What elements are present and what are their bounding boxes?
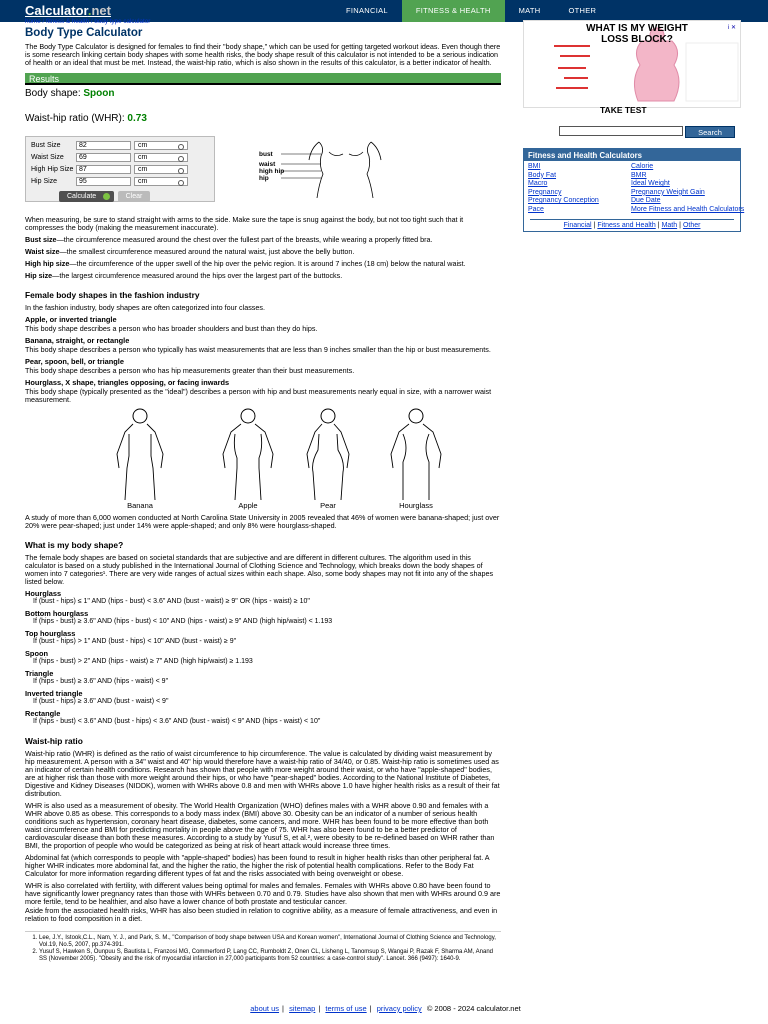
separator: | <box>318 1004 321 1013</box>
advertisement[interactable] <box>523 20 741 115</box>
link-pregnancy-conception[interactable]: Pregnancy Conception <box>528 197 599 205</box>
breadcrumb-home[interactable]: home <box>25 18 41 25</box>
whr-paragraph-3: Abdominal fat (which corresponds to people with "apple-shaped" bodies) has been found to result in higher health risks than other peripheral fat. A higher WHR indicates more abdominal fat, and the higher the ratio, the higher the risk of potential health complications. Refer to the Body Fat Calculator for more information regarding different types of fat and the risks associated with being overweight or obese. <box>25 853 490 878</box>
fig-hip-label: hip <box>259 175 269 182</box>
bust-input[interactable] <box>76 141 131 150</box>
logo-dot: . <box>87 3 92 18</box>
link-macro[interactable]: Macro <box>528 180 548 188</box>
waist-label: Waist Size <box>31 153 64 161</box>
rule-name: Bottom hourglass <box>25 609 89 618</box>
hourglass-heading: Hourglass, X shape, triangles opposing, or facing inwards <box>25 378 230 387</box>
site-logo[interactable] <box>25 3 111 18</box>
sidebar <box>523 20 745 232</box>
separator: | <box>593 221 596 229</box>
banana-figure <box>103 406 177 510</box>
whr-paragraph-1: Waist-hip ratio (WHR) is defined as the ratio of waist circumference to hip circumference. The value is calculated by dividing waist measurement by hip measurement. A person with a 34" waist and 40" hip would therefore have a waist-hip ratio of 34/40, or 0.85. Waist-hip ratio is sometimes used as an indicator of certain health conditions. Research has shown that people with more weight around their waist, or who have "apple-shaped" bodies, are at higher risk than those with more weight around their hips, or who have "pear-shaped" bodies. According to the National Institute of Diabetes, Digestive and Kidney Diseases (NIDDK), women with WHRs above 0.8 and men with WHRs above 1.0 have higher health risks as a result of their fat distribution. <box>25 749 500 798</box>
whr-paragraph-2: WHR is also used as a measurement of obesity. The World Health Organization (WHO) defines males with a WHR above 0.90 and females with a WHR above 0.85 as obese. This corresponds to a body mass index (BMI) above 30. Obesity can be an indicator of a number of serious health conditions such as hypertension, coronary heart disease, diabetes, some cancers, and more. WHR has been found to be more effective than both waist circumference and BMI for predicting mortality in people above the age of 75. WHR has also been found to be a better predictor of cardiovascular disease than both these measures. According to a study by Yusuf S, et al.², were obesity to be re-defined based on WHR rather than BMI, the proportion of people who would be categorized as being at risk of heart attack would increase three times. <box>25 801 495 850</box>
rule-name: Top hourglass <box>25 629 76 638</box>
bust-definition <box>25 236 501 244</box>
rule-formula: If (bust - hips) ≤ 1" AND (hips - bust) < 3.6" AND (bust - waist) ≥ 9" OR (hips - waist) ≥ 10" <box>33 598 310 605</box>
pear-text: This body shape describes a person who has hip measurements greater than their bust measurements. <box>25 366 355 375</box>
fashion-intro: In the fashion industry, body shapes are often categorized into four classes. <box>25 303 265 312</box>
banana-text: This body shape describes a person who typically has waist measurements that are less than 9 inches smaller than the hip or bust measurements. <box>25 345 491 354</box>
rule-name: Rectangle <box>25 709 61 718</box>
breadcrumb-sep: / <box>89 18 95 25</box>
fitness-health-calculators-box <box>523 148 745 232</box>
ad-title: WHAT IS MY WEIGHT LOSS BLOCK? <box>586 23 688 45</box>
hip-definition <box>25 272 501 280</box>
nav-math[interactable]: MATH <box>518 6 541 15</box>
result-body-shape <box>25 88 501 99</box>
fig-bust-label: bust <box>259 151 273 158</box>
apple-figure <box>211 406 285 510</box>
link-fitness-health[interactable]: Fitness and Health <box>597 221 656 229</box>
waist-input[interactable] <box>76 153 131 162</box>
hip-input[interactable] <box>76 177 131 186</box>
pear-heading: Pear, spoon, bell, or triangle <box>25 357 124 366</box>
hourglass-caption: Hourglass <box>399 501 433 510</box>
high-hip-input[interactable] <box>76 165 131 174</box>
hourglass-text: This body shape (typically presented as the "ideal") describes a person with hip and bust measurements nearly equal in size, with a narrower waist measurement. <box>25 387 492 404</box>
rule-name: Hourglass <box>25 589 62 598</box>
rule-name: Spoon <box>25 649 48 658</box>
banana-caption: Banana <box>127 501 153 510</box>
footer <box>0 1004 768 1013</box>
calculate-label: Calculate <box>67 193 97 200</box>
search-area <box>523 126 745 138</box>
results-header: Results <box>25 73 501 85</box>
rule-name: Inverted triangle <box>25 689 83 698</box>
ad-close-icon[interactable]: i ✕ <box>727 25 736 31</box>
rule-formula: If (hips - bust) ≥ 3.6" AND (hips - waist) < 9" <box>33 678 169 685</box>
link-ideal-weight[interactable]: Ideal Weight <box>631 180 670 188</box>
calculator-form <box>25 136 215 202</box>
link-pace[interactable]: Pace <box>528 205 544 213</box>
high-hip-row <box>31 164 188 174</box>
category-links <box>530 219 734 229</box>
banana-heading: Banana, straight, or rectangle <box>25 336 130 345</box>
high-hip-term: High hip size <box>25 259 70 268</box>
body-shapes-illustration <box>25 406 501 510</box>
waist-definition <box>25 248 501 256</box>
page-title: Body Type Calculator <box>25 27 143 39</box>
reference-item: 2. Yusuf S, Hawken S, Ounpuu S, Bautista L, Franzosi MG, Commerford P, Lang CC, Rumboldt Z, Onen CL, Lisheng L, Tanomsup S, Wangai P, Razak F, Sharma AM, Anand SS (November 2005). "Obesity and the risk of myocardial infarction in 27,000 participants from 52 countries: a case-control study". Lancet. 366 (9497): 1640-9. <box>39 949 501 963</box>
clear-button[interactable]: Clear <box>118 191 150 202</box>
apple-silhouette-icon <box>211 406 285 500</box>
hourglass-silhouette-icon <box>379 406 453 500</box>
waist-def: —the smallest circumference measured around the natural waist, just above the belly button. <box>59 247 355 256</box>
whr-value: 0.73 <box>127 113 147 124</box>
rule-name: Triangle <box>25 669 54 678</box>
mybody-heading: What is my body shape? <box>25 540 124 550</box>
apple-heading: Apple, or inverted triangle <box>25 315 117 324</box>
bust-term: Bust size <box>25 235 57 244</box>
bust-label: Bust Size <box>31 141 61 149</box>
hip-row <box>31 176 188 186</box>
mybody-intro: The female body shapes are based on societal standards that are subjective and are different in different cultures. The algorithm used in this calculator is based on a study published in the International Journal of Clothing Science and Technology, which breaks down the body shapes of women into 7 categories¹. There are very wide ranges of actual sizes within each shape. Also, some body shapes may not fit into any of the shapes listed below. <box>25 553 494 586</box>
bust-def: —the circumference measured around the chest over the fullest part of the breasts, while wearing a properly fitted bra. <box>56 235 433 244</box>
whr-paragraph-5: Aside from the associated health risks, WHR has also been studied in relation to cognitive ability, as a measure of female attractiveness, and even in relation to food composition in a diet. <box>25 906 498 923</box>
link-due-date[interactable]: Due Date <box>631 197 661 205</box>
body-shape-value: Spoon <box>83 88 115 99</box>
footer-terms[interactable]: terms of use <box>325 1004 367 1013</box>
reference-item: 1. Lee, J.Y., Istook,C.L., Nam, Y. J., and Park, S. M., "Comparison of body shape between USA and Korean women", International Journal of Clothing Science and Technology, Vol.19, No.5, 2007, pp.374-391. <box>39 935 501 949</box>
breadcrumb-sep: / <box>40 18 47 25</box>
fh-box-title: Fitness and Health Calculators <box>524 149 740 161</box>
calculate-button[interactable] <box>59 191 114 202</box>
nav-fitness-health[interactable]: FITNESS & HEALTH <box>402 0 505 22</box>
fig-high-hip-label: high hip <box>259 168 285 175</box>
link-calorie[interactable]: Calorie <box>631 163 654 170</box>
intro-text: The Body Type Calculator is designed for females to find their "body shape," which can be used for getting targeted workout ideas. Even though there is some research linking certain body shapes with some health risks, the body shape result of this calculator is not intended to be a serious indication of health or an ideal that must be met. Instead, the waist-hip ratio, which is also shown in the results of this calculator, is a better indicator of health. <box>25 42 501 67</box>
pear-caption: Pear <box>320 501 336 510</box>
torso-illustration <box>259 138 399 204</box>
logo-net: net <box>91 3 111 18</box>
apple-text: This body shape describes a person who has broader shoulders and bust than they do hips. <box>25 324 318 333</box>
play-icon <box>103 193 110 200</box>
bust-unit-select[interactable]: cm <box>134 141 188 150</box>
link-math[interactable]: Math <box>661 221 678 229</box>
references-list <box>25 931 501 963</box>
nav-financial[interactable]: FINANCIAL <box>346 6 388 15</box>
high-hip-def: —the circumference of the upper swell of the hip over the pelvic region. It is around 7 inches (18 cm) below the natural waist. <box>69 259 466 268</box>
main-content <box>25 18 501 962</box>
high-hip-unit-select[interactable]: cm <box>134 165 188 174</box>
breadcrumb <box>25 18 501 25</box>
logo-text: Calculator <box>25 3 88 18</box>
rule-formula: If (hips - bust) > 2" AND (hips - waist) ≥ 7" AND (high hip/waist) ≥ 1.193 <box>33 658 253 665</box>
link-financial[interactable]: Financial <box>563 221 592 229</box>
hip-unit-select[interactable]: cm <box>134 177 188 186</box>
search-button[interactable]: Search <box>685 126 735 138</box>
search-input[interactable] <box>559 126 683 136</box>
banana-silhouette-icon <box>103 406 177 500</box>
breadcrumb-section[interactable]: fitness & health <box>46 18 90 25</box>
fig-waist-label: waist <box>259 161 276 168</box>
rule-formula: If (hips - bust) < 3.6" AND (bust - hips) < 3.6" AND (bust - waist) < 9" AND (hips - waist) < 10" <box>33 718 321 725</box>
whr-heading: Waist-hip ratio <box>25 736 83 746</box>
hip-term: Hip size <box>25 271 53 280</box>
hip-def: —the largest circumference measured around the hips over the largest part of the buttocks. <box>52 271 343 280</box>
footer-sitemap[interactable]: sitemap <box>289 1004 316 1013</box>
link-more-fitness[interactable]: More Fitness and Health Calculators <box>631 205 745 213</box>
separator: | <box>657 221 660 229</box>
footer-copyright: © 2008 - 2024 calculator.net <box>426 1004 521 1013</box>
separator: | <box>369 1004 372 1013</box>
article-body <box>25 212 501 963</box>
rule-formula: If (bust - hips) ≥ 3.6" AND (bust - waist) < 9" <box>33 698 169 705</box>
link-pregnancy[interactable]: Pregnancy <box>528 188 562 196</box>
study-text: A study of more than 6,000 women conducted at North Carolina State University in 2005 revealed that 46% of women were banana-shaped; just over 20% were pear-shaped; just under 14% were apple-shaped; and only 8% were hourglass-shaped. <box>25 513 500 530</box>
link-pregnancy-weight-gain[interactable]: Pregnancy Weight Gain <box>631 188 705 196</box>
waist-term: Waist size <box>25 247 60 256</box>
measure-intro: When measuring, be sure to stand straight with arms to the side. Make sure the tape is snug against the body, but not too tight such that it compresses the body (making the measurement inaccurate). <box>25 215 464 232</box>
measurement-figure <box>259 138 399 204</box>
fashion-heading: Female body shapes in the fashion industry <box>25 290 200 300</box>
pear-silhouette-icon <box>291 406 365 500</box>
separator: | <box>679 221 681 229</box>
ad-cta[interactable]: TAKE TEST <box>600 105 647 115</box>
link-other[interactable]: Other <box>682 221 701 229</box>
rule-formula: If (hips - bust) ≥ 3.6" AND (hips - bust) < 10" AND (hips - waist) ≥ 9" AND (high hip/waist) < 1.193 <box>33 618 333 625</box>
breadcrumb-page[interactable]: body type calculator <box>94 18 151 25</box>
footer-about[interactable]: about us <box>250 1004 280 1013</box>
shape-rules <box>25 589 501 726</box>
fh-links-grid <box>524 161 745 217</box>
body-shape-label: Body shape: <box>25 88 84 99</box>
hourglass-figure <box>379 406 453 510</box>
link-bmr[interactable]: BMR <box>631 171 647 179</box>
whr-paragraph-4: WHR is also correlated with fertility, with different values being optimal for males and females. Females with WHRs above 0.80 have been found to have significantly lower pregnancy rates than those with WHRs between 0.70 and 0.79. Studies have also shown that men with WHRs around 0.9 are more fertile, tend to be healthier, and also have a lower chance of both prostate and testicular cancer. <box>25 881 501 906</box>
result-whr <box>25 113 501 124</box>
high-hip-definition <box>25 260 501 268</box>
link-bmi[interactable]: BMI <box>528 163 541 170</box>
apple-caption: Apple <box>238 501 258 510</box>
nav-other[interactable]: OTHER <box>568 6 597 15</box>
waist-unit-select[interactable]: cm <box>134 153 188 162</box>
pear-figure <box>291 406 365 510</box>
waist-row <box>31 152 188 162</box>
link-body-fat[interactable]: Body Fat <box>528 171 557 179</box>
high-hip-label: High Hip Size <box>31 165 74 173</box>
hip-label: Hip Size <box>31 177 58 185</box>
bust-row <box>31 140 188 150</box>
separator: | <box>282 1004 284 1013</box>
footer-privacy[interactable]: privacy policy <box>376 1004 422 1013</box>
whr-label: Waist-hip ratio (WHR): <box>25 113 128 124</box>
rule-formula: If (bust - hips) > 1" AND (bust - hips) < 10" AND (bust - waist) ≥ 9" <box>33 638 237 645</box>
